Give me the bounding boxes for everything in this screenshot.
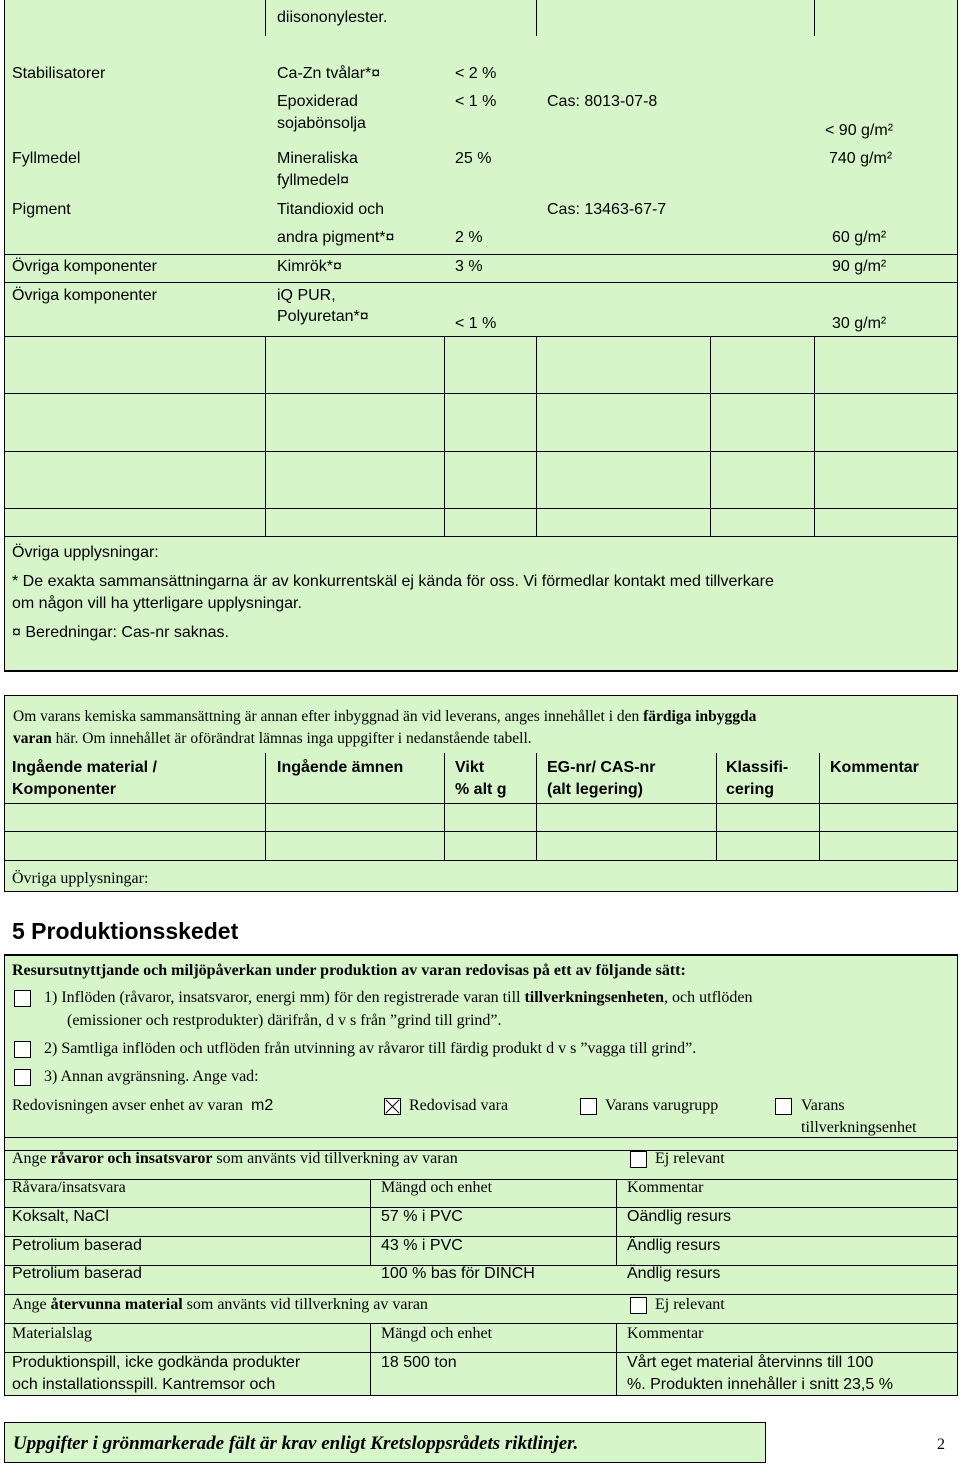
raw-intro-bold: råvaror och insatsvaror bbox=[50, 1150, 213, 1167]
rec-row-material-a: Produktionspill, icke godkända produkter bbox=[12, 1354, 301, 1371]
hdr-class-a: Klassifi- bbox=[726, 759, 789, 776]
hdr-weight-a: Vikt bbox=[455, 759, 485, 776]
cell-pig-b: andra pigment*¤ bbox=[277, 229, 395, 246]
raw-row-2-material: Petrolium baserad bbox=[12, 1237, 142, 1254]
built-intro-bold: färdiga inbyggda bbox=[643, 708, 757, 725]
raw-hdr-material: Råvara/insatsvara bbox=[12, 1179, 126, 1196]
cell-row0-substance: diisononylester. bbox=[277, 9, 388, 26]
hdr-material-a: Ingående material / bbox=[12, 759, 157, 776]
built-intro-bold2: varan bbox=[13, 730, 52, 747]
raw-row-3-amount: 100 % bas för DINCH bbox=[381, 1265, 535, 1282]
cell-pigment: Pigment bbox=[12, 201, 71, 218]
tillverkningsenhet-label-a: Varans bbox=[801, 1097, 845, 1114]
cell-fyll-amount: 740 g/m² bbox=[829, 150, 893, 167]
cell-fyll-a: Mineraliska bbox=[277, 150, 358, 167]
unit-label bbox=[12, 1095, 273, 1117]
rec-hdr-amount: Mängd och enhet bbox=[381, 1325, 493, 1342]
cell-kimrok-weight: 3 % bbox=[455, 258, 483, 275]
raw-not-relevant-label: Ej relevant bbox=[655, 1150, 725, 1167]
cell-pig-cas: Cas: 13463-67-7 bbox=[547, 201, 667, 218]
rec-hdr-material: Materialslag bbox=[12, 1325, 92, 1342]
section5-title: 5 Produktionsskedet bbox=[12, 918, 239, 944]
hdr-eg-a: EG-nr/ CAS-nr bbox=[547, 759, 656, 776]
option2-text: 2) Samtliga inflöden och utflöden från utvinning av råvaror till färdig produkt d v s ”vagga till grind”. bbox=[44, 1040, 697, 1057]
cell-fyllmedel: Fyllmedel bbox=[12, 150, 81, 167]
raw-hdr-comment: Kommentar bbox=[627, 1179, 704, 1196]
cell-pig-amount: 60 g/m² bbox=[832, 229, 887, 246]
built-intro-part1: Om varans kemiska sammansättning är annan efter inbyggnad än vid leverans, anges innehållet i den bbox=[13, 708, 644, 725]
raw-intro bbox=[12, 1148, 458, 1170]
unit-value[interactable]: m2 bbox=[251, 1097, 274, 1114]
option3-checkbox[interactable] bbox=[14, 1069, 31, 1086]
rec-hdr-comment: Kommentar bbox=[627, 1325, 704, 1342]
cell-ovriga1: Övriga komponenter bbox=[12, 258, 157, 275]
rec-intro bbox=[12, 1294, 428, 1316]
cell-pig-weight: 2 % bbox=[455, 229, 483, 246]
cell-epox-cas: Cas: 8013-07-8 bbox=[547, 93, 658, 110]
cell-pur-b: Polyuretan*¤ bbox=[277, 308, 369, 325]
page-number: 2 bbox=[937, 1436, 945, 1453]
built-other-info: Övriga upplysningar: bbox=[12, 870, 149, 887]
hdr-eg-b: (alt legering) bbox=[547, 781, 644, 798]
other-info-line2: om någon vill ha ytterligare upplysningar. bbox=[12, 595, 302, 612]
raw-row-1-amount: 57 % i PVC bbox=[381, 1208, 463, 1225]
option1-line2: (emissioner och restprodukter) därifrån, d v s från ”grind till grind”. bbox=[67, 1012, 502, 1029]
cell-epox-amount: < 90 g/m² bbox=[825, 122, 894, 139]
hdr-class-b: cering bbox=[726, 781, 775, 798]
rec-intro-bold: återvunna material bbox=[50, 1296, 183, 1313]
rec-row-material-b: och installationsspill. Kantremsor och bbox=[12, 1376, 276, 1393]
cell-kimrok-amount: 90 g/m² bbox=[832, 258, 887, 275]
raw-hdr-amount: Mängd och enhet bbox=[381, 1179, 493, 1196]
raw-row-3-material: Petrolium baserad bbox=[12, 1265, 142, 1282]
hdr-substances: Ingående ämnen bbox=[277, 759, 404, 776]
cell-pig-a: Titandioxid och bbox=[277, 201, 385, 218]
raw-row-3-comment: Ändlig resurs bbox=[627, 1265, 721, 1282]
rec-not-relevant-label: Ej relevant bbox=[655, 1296, 725, 1313]
rec-not-relevant-checkbox[interactable] bbox=[630, 1297, 647, 1314]
raw-intro-pre: Ange bbox=[12, 1150, 51, 1167]
other-info-line3: ¤ Beredningar: Cas-nr saknas. bbox=[12, 624, 229, 641]
section5-intro: Resursutnyttjande och miljöpåverkan under produktion av varan redovisas på ett av följande sätt: bbox=[12, 962, 686, 979]
rec-row-amount: 18 500 ton bbox=[381, 1354, 457, 1371]
raw-row-2-amount: 43 % i PVC bbox=[381, 1237, 463, 1254]
cell-stabilisatorer: Stabilisatorer bbox=[12, 65, 106, 82]
option2-checkbox[interactable] bbox=[14, 1041, 31, 1058]
raw-row-1-comment: Oändlig resurs bbox=[627, 1208, 732, 1225]
cell-epox-a: Epoxiderad bbox=[277, 93, 358, 110]
hdr-weight-b: % alt g bbox=[455, 781, 507, 798]
cell-pur-a: iQ PUR, bbox=[277, 287, 336, 304]
cell-fyll-weight: 25 % bbox=[455, 150, 492, 167]
cell-fyll-b: fyllmedel¤ bbox=[277, 172, 350, 189]
raw-intro-post: som använts vid tillverkning av varan bbox=[212, 1150, 458, 1167]
unit-label-text: Redovisningen avser enhet av varan bbox=[12, 1097, 244, 1114]
redovisad-checkbox[interactable] bbox=[384, 1098, 401, 1115]
hdr-material-b: Komponenter bbox=[12, 781, 116, 798]
rec-intro-post: som använts vid tillverkning av varan bbox=[182, 1296, 428, 1313]
raw-row-2-comment: Ändlig resurs bbox=[627, 1237, 721, 1254]
option1-bold: tillverkningsenheten bbox=[524, 989, 665, 1006]
other-info-heading: Övriga upplysningar: bbox=[12, 544, 159, 561]
built-intro bbox=[13, 706, 953, 750]
rec-intro-pre: Ange bbox=[12, 1296, 51, 1313]
option1-text bbox=[44, 987, 752, 1009]
cell-ovriga2: Övriga komponenter bbox=[12, 287, 157, 304]
option1-pre: 1) Inflöden (råvaror, insatsvaror, energi mm) för den registrerade varan till bbox=[44, 989, 525, 1006]
rec-row-comment-a: Vårt eget material återvinns till 100 bbox=[627, 1354, 874, 1371]
raw-not-relevant-checkbox[interactable] bbox=[630, 1151, 647, 1168]
redovisad-label: Redovisad vara bbox=[409, 1097, 509, 1114]
tillverkningsenhet-checkbox[interactable] bbox=[775, 1098, 792, 1115]
rec-row-comment-b: %. Produkten innehåller i snitt 23,5 % bbox=[627, 1376, 893, 1393]
other-info-line1: * De exakta sammansättningarna är av konkurrentskäl ej kända för oss. Vi förmedlar kontakt med tillverkare bbox=[12, 573, 774, 590]
built-intro-part2: här. Om innehållet är oförändrat lämnas inga uppgifter i nedanstående tabell. bbox=[51, 730, 532, 747]
cell-epox-weight: < 1 % bbox=[455, 93, 497, 110]
varugrupp-label: Varans varugrupp bbox=[605, 1097, 719, 1114]
cell-pur-weight: < 1 % bbox=[455, 315, 497, 332]
footer-text: Uppgifter i grönmarkerade fält är krav enligt Kretsloppsrådets riktlinjer. bbox=[13, 1433, 579, 1454]
raw-row-1-material: Koksalt, NaCl bbox=[12, 1208, 109, 1225]
cell-pur-amount: 30 g/m² bbox=[832, 315, 887, 332]
cell-kimrok: Kimrök*¤ bbox=[277, 258, 342, 275]
varugrupp-checkbox[interactable] bbox=[580, 1098, 597, 1115]
option1-post: , och utflöden bbox=[664, 989, 753, 1006]
hdr-comment: Kommentar bbox=[830, 759, 919, 776]
cell-stab-substance: Ca-Zn tvålar*¤ bbox=[277, 65, 381, 82]
cell-epox-b: sojabönsolja bbox=[277, 115, 366, 132]
cell-stab-weight: < 2 % bbox=[455, 65, 497, 82]
option1-checkbox[interactable] bbox=[14, 990, 31, 1007]
tillverkningsenhet-label-b: tillverkningsenhet bbox=[801, 1119, 917, 1136]
option3-text: 3) Annan avgränsning. Ange vad: bbox=[44, 1068, 259, 1085]
